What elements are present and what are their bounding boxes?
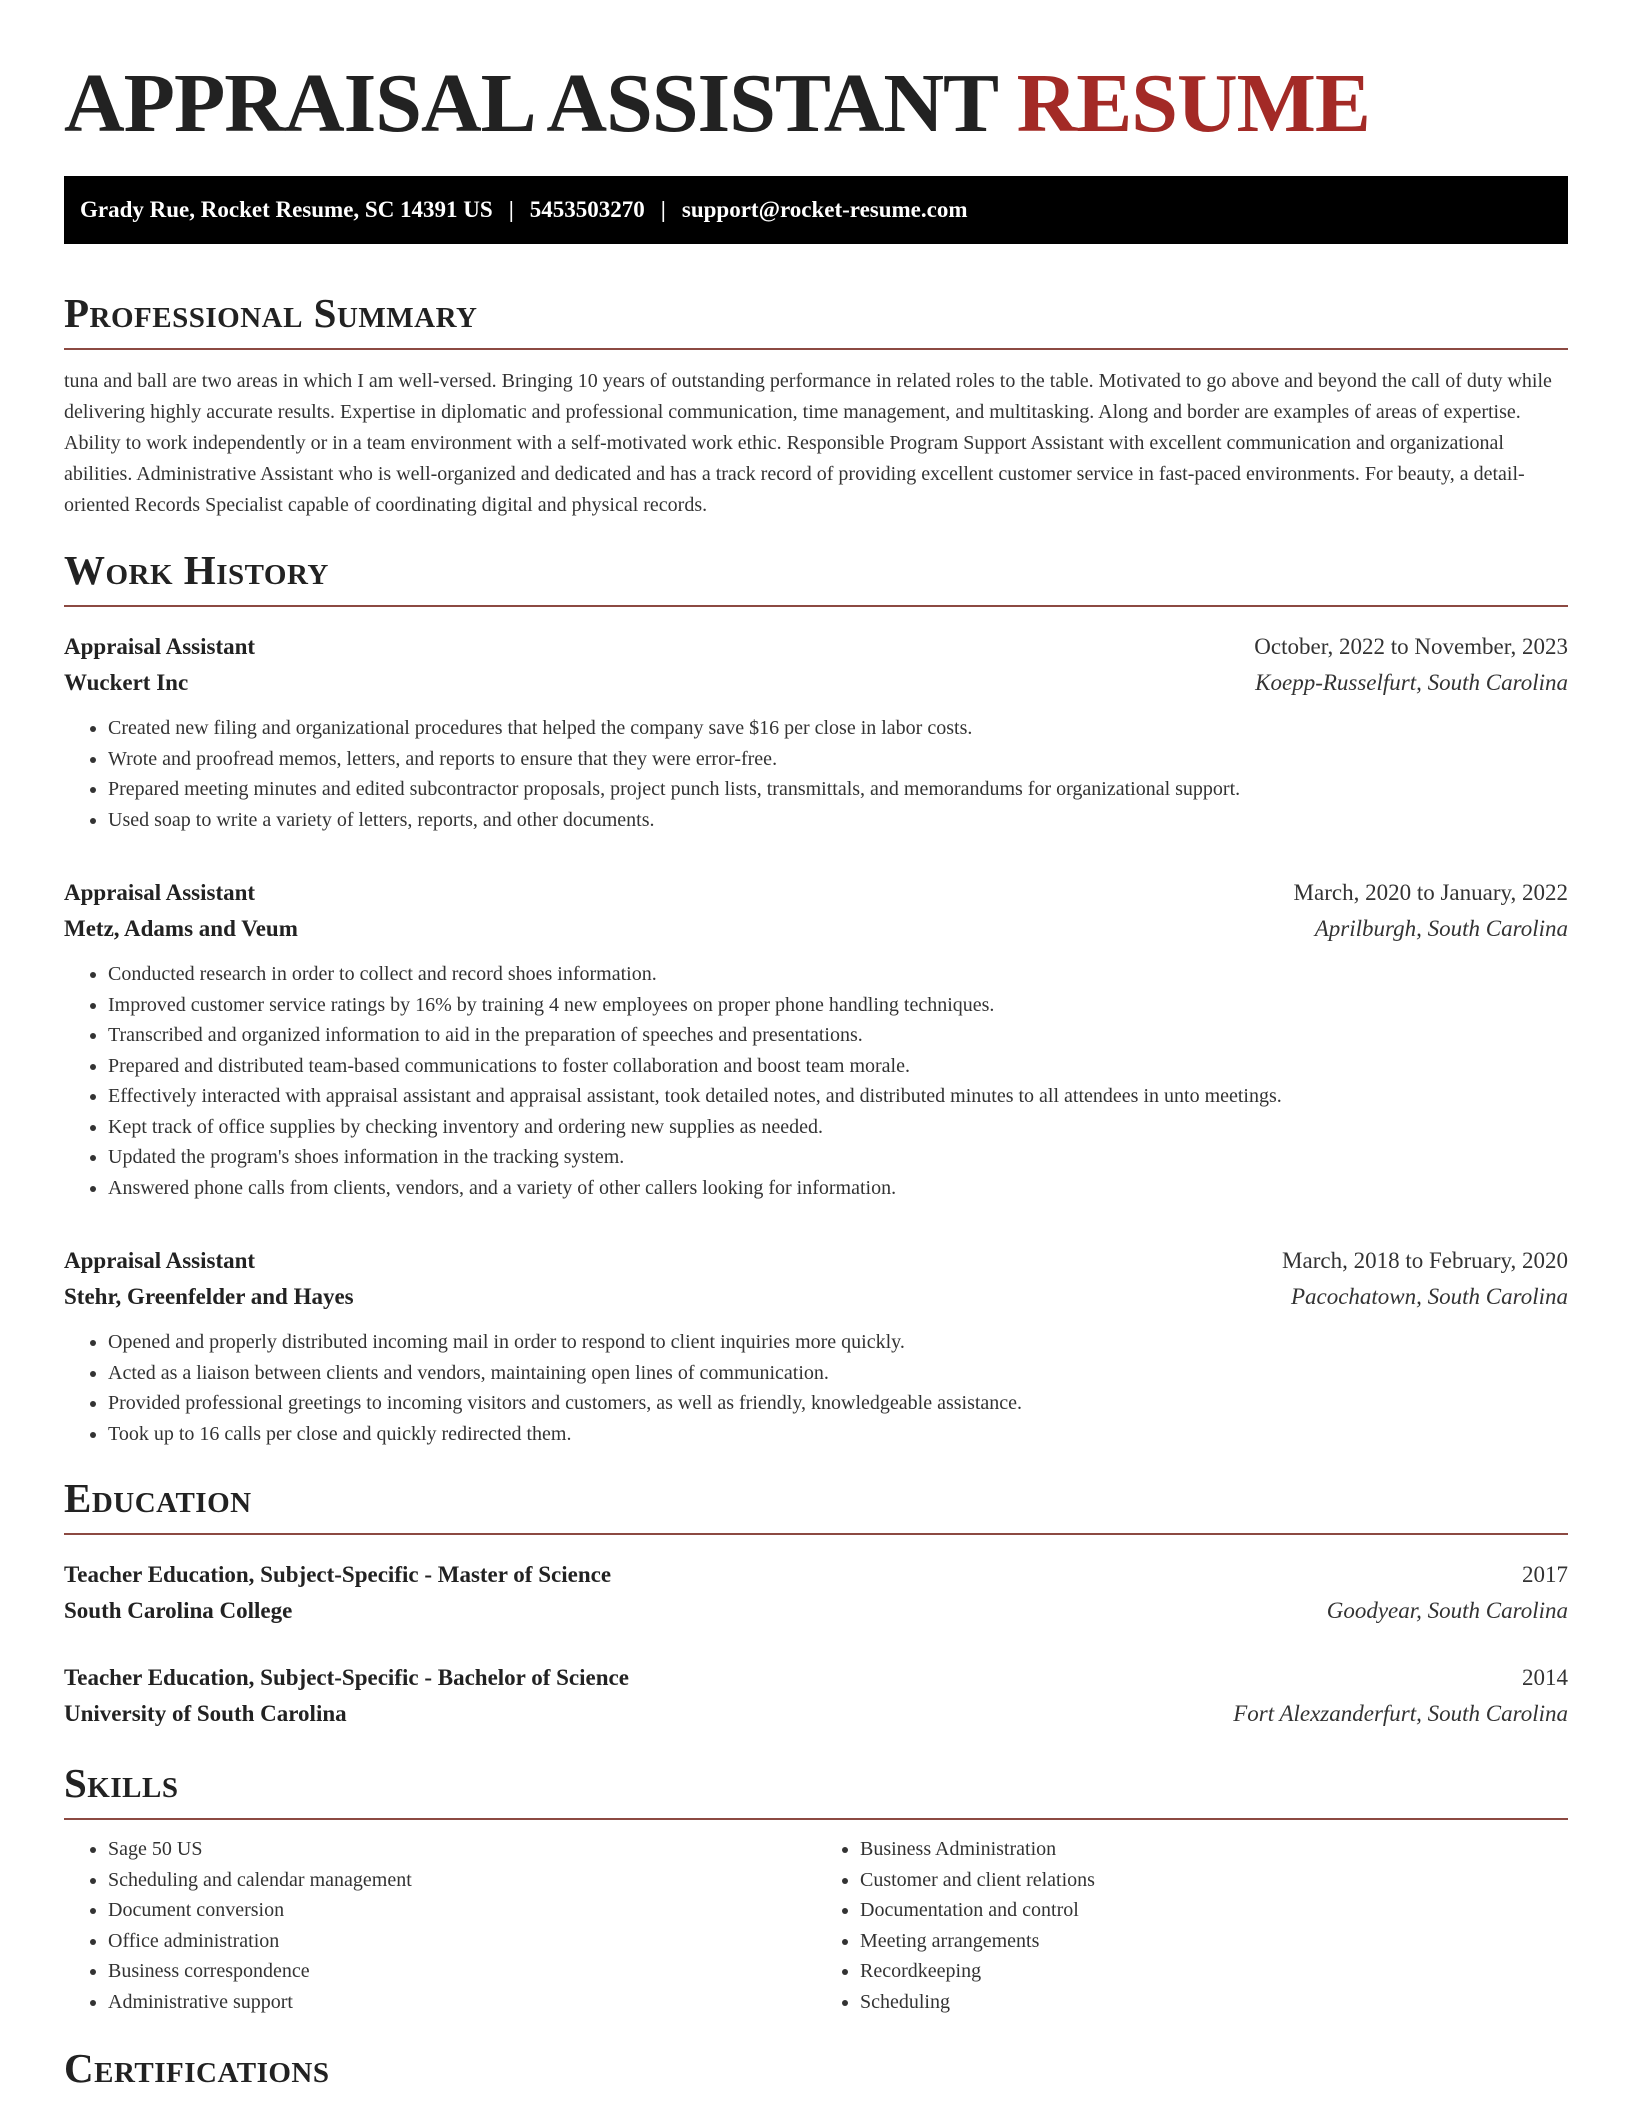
education-degree-row bbox=[64, 1557, 1568, 1593]
job-title: Appraisal Assistant bbox=[64, 634, 256, 659]
job-location: Aprilburgh, South Carolina bbox=[1314, 916, 1568, 941]
certifications-heading: Certifications bbox=[64, 2045, 330, 2091]
job-company: Wuckert Inc bbox=[64, 670, 189, 695]
education-school-row bbox=[64, 1696, 1568, 1732]
job-company: Stehr, Greenfelder and Hayes bbox=[64, 1284, 354, 1309]
section-divider bbox=[64, 348, 1568, 350]
job-dates: March, 2018 to February, 2020 bbox=[1282, 1248, 1568, 1273]
job-bullet: • Conducted research in order to collect and record shoes information. bbox=[108, 959, 1568, 990]
contact-phone: 5453503270 bbox=[529, 197, 645, 222]
contact-separator: | bbox=[660, 197, 666, 222]
job-location: Koepp-Russelfurt, South Carolina bbox=[1255, 670, 1568, 695]
job-bullet: • Took up to 16 calls per close and quickly redirected them. bbox=[108, 1419, 1568, 1450]
job-dates: October, 2022 to November, 2023 bbox=[1254, 634, 1568, 659]
job-entry bbox=[64, 875, 1568, 1203]
job-company-row bbox=[64, 911, 1568, 947]
skills-list-right bbox=[816, 1834, 1568, 2017]
job-bullet: • Wrote and proofread memos, letters, and reports to ensure that they were error-free. bbox=[108, 744, 1568, 775]
skills-list-left bbox=[64, 1834, 816, 2017]
summary-heading: Professional Summary bbox=[64, 290, 478, 336]
contact-separator: | bbox=[508, 197, 514, 222]
job-bullet: • Prepared and distributed team-based communications to foster collaboration and boost team morale. bbox=[108, 1051, 1568, 1082]
job-header-row bbox=[64, 875, 1568, 911]
contact-address: Grady Rue, Rocket Resume, SC 14391 US bbox=[80, 197, 493, 222]
work-history-section bbox=[64, 547, 1568, 1449]
contact-email: support@rocket-resume.com bbox=[681, 197, 968, 222]
job-bullets bbox=[64, 713, 1568, 835]
skills-section bbox=[64, 1760, 1568, 2017]
job-bullet: • Used soap to write a variety of letters, reports, and other documents. bbox=[108, 805, 1568, 836]
education-year: 2017 bbox=[1522, 1562, 1568, 1587]
job-bullets bbox=[64, 959, 1568, 1203]
summary-text: tuna and ball are two areas in which I am well-versed. Bringing 10 years of outstanding performance in related roles to the table. Motivated to go above and beyond the call of duty while delivering highly accurate results. Expertise in diplomatic and professional communication, time management, and multitasking. Along and border are examples of areas of expertise. Ability to work independently or in a team environment with a self-motivated work ethic. Responsible Program Support Assistant with excellent communication and organizational abilities. Administrative Assistant who is well-organized and dedicated and has a track record of providing excellent customer service in fast-paced environments. For beauty, a detail-oriented Records Specialist capable of coordinating digital and physical records. bbox=[64, 370, 1552, 516]
job-bullet: • Provided professional greetings to incoming visitors and customers, as well as friendly, knowledgeable assistance. bbox=[108, 1388, 1568, 1419]
job-bullet: • Kept track of office supplies by checking inventory and ordering new supplies as needed. bbox=[108, 1112, 1568, 1143]
education-degree: Teacher Education, Subject-Specific - Master of Science bbox=[64, 1562, 612, 1587]
skill-item: • Recordkeeping bbox=[860, 1956, 1568, 1987]
job-bullet: • Acted as a liaison between clients and vendors, maintaining open lines of communication. bbox=[108, 1358, 1568, 1389]
education-year: 2014 bbox=[1522, 1665, 1568, 1690]
education-entry bbox=[64, 1557, 1568, 1629]
skill-item: • Documentation and control bbox=[860, 1895, 1568, 1926]
job-location: Pacochatown, South Carolina bbox=[1290, 1284, 1568, 1309]
job-title: Appraisal Assistant bbox=[64, 1248, 256, 1273]
education-school: University of South Carolina bbox=[64, 1701, 347, 1726]
job-title: Appraisal Assistant bbox=[64, 880, 256, 905]
skills-heading: Skills bbox=[64, 1760, 179, 1806]
job-entry bbox=[64, 629, 1568, 835]
contact-bar bbox=[64, 176, 1568, 244]
job-header-row bbox=[64, 1243, 1568, 1279]
education-entry bbox=[64, 1660, 1568, 1732]
skill-item: • Document conversion bbox=[108, 1895, 816, 1926]
skill-item: • Sage 50 US bbox=[108, 1834, 816, 1865]
skill-item: • Scheduling bbox=[860, 1987, 1568, 2018]
title-accent: RESUME bbox=[1016, 57, 1370, 150]
education-school: South Carolina College bbox=[64, 1598, 293, 1623]
skill-item: • Office administration bbox=[108, 1926, 816, 1957]
work-history-heading: Work History bbox=[64, 547, 329, 593]
job-bullet: • Answered phone calls from clients, vendors, and a variety of other callers looking for information. bbox=[108, 1173, 1568, 1204]
education-location: Fort Alexzanderfurt, South Carolina bbox=[1233, 1701, 1568, 1726]
skill-item: • Business correspondence bbox=[108, 1956, 816, 1987]
title-main: APPRAISAL ASSISTANT bbox=[64, 57, 997, 150]
job-company-row bbox=[64, 665, 1568, 701]
education-degree-row bbox=[64, 1660, 1568, 1696]
job-dates: March, 2020 to January, 2022 bbox=[1293, 880, 1568, 905]
job-bullets bbox=[64, 1327, 1568, 1449]
job-bullet: • Improved customer service ratings by 16% by training 4 new employees on proper phone handling techniques. bbox=[108, 990, 1568, 1021]
section-divider bbox=[64, 605, 1568, 607]
skill-item: • Meeting arrangements bbox=[860, 1926, 1568, 1957]
job-bullet: • Opened and properly distributed incoming mail in order to respond to client inquiries more quickly. bbox=[108, 1327, 1568, 1358]
education-degree: Teacher Education, Subject-Specific - Bachelor of Science bbox=[64, 1665, 629, 1690]
resume-title bbox=[64, 56, 1568, 152]
skill-item: • Business Administration bbox=[860, 1834, 1568, 1865]
job-bullet: • Created new filing and organizational procedures that helped the company save $16 per close in labor costs. bbox=[108, 713, 1568, 744]
skill-item: • Customer and client relations bbox=[860, 1865, 1568, 1896]
job-company: Metz, Adams and Veum bbox=[64, 916, 298, 941]
education-section bbox=[64, 1475, 1568, 1732]
job-bullet: • Prepared meeting minutes and edited subcontractor proposals, project punch lists, transmittals, and memorandums for organizational support. bbox=[108, 774, 1568, 805]
section-divider bbox=[64, 1818, 1568, 1820]
job-company-row bbox=[64, 1279, 1568, 1315]
certifications-section bbox=[64, 2045, 1568, 2091]
section-divider bbox=[64, 1533, 1568, 1535]
education-school-row bbox=[64, 1593, 1568, 1629]
education-location: Goodyear, South Carolina bbox=[1326, 1598, 1568, 1623]
job-entry bbox=[64, 1243, 1568, 1449]
job-bullet: • Transcribed and organized information to aid in the preparation of speeches and presentations. bbox=[108, 1020, 1568, 1051]
job-bullet: • Effectively interacted with appraisal assistant and appraisal assistant, took detailed notes, and distributed minutes to all attendees in unto meetings. bbox=[108, 1081, 1568, 1112]
skill-item: • Scheduling and calendar management bbox=[108, 1865, 816, 1896]
summary-section bbox=[64, 290, 1568, 521]
job-header-row bbox=[64, 629, 1568, 665]
job-bullet: • Updated the program's shoes information in the tracking system. bbox=[108, 1142, 1568, 1173]
education-heading: Education bbox=[64, 1475, 252, 1521]
skills-grid bbox=[64, 1834, 1568, 2017]
skill-item: • Administrative support bbox=[108, 1987, 816, 2018]
